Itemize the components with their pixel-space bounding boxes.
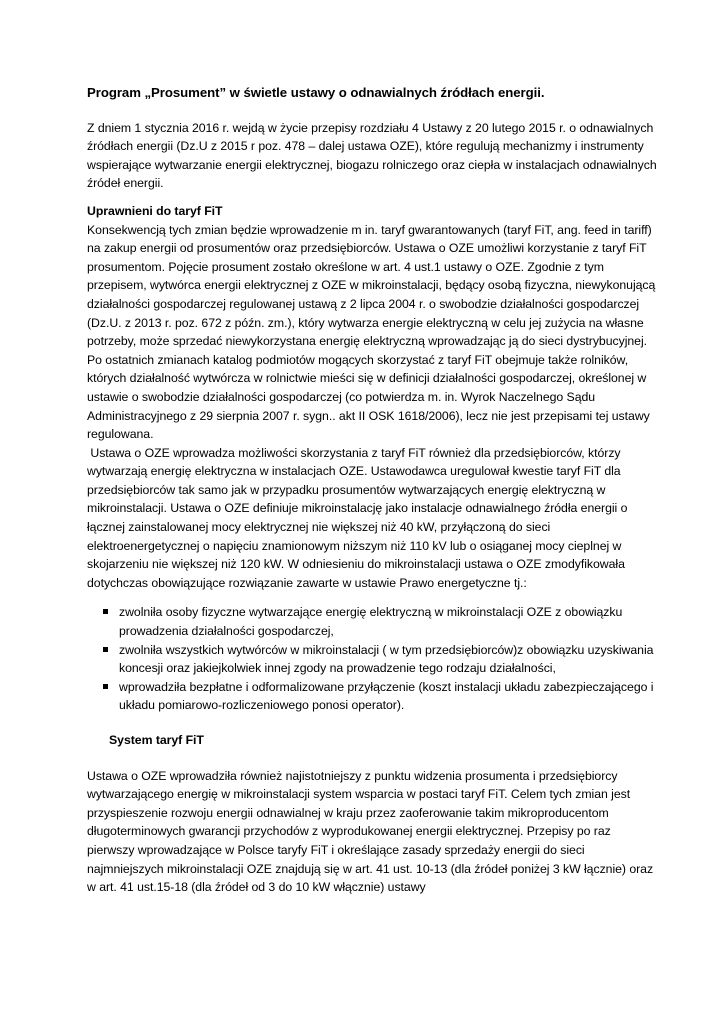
document-page — [87, 84, 657, 897]
bullet-list — [87, 603, 657, 715]
bullet-square-icon — [103, 609, 108, 614]
paragraph: Po ostatnich zmianach katalog podmiotów mogących skorzystać z taryf FiT obejmuje także rolników, których działalność wytwórcza w rolnictwie mieści się w definicji działalności gospodarczej, określonej w ustawie o swobodzie działalności gospodarczej (co potwierdza m. in. Wyrok Naczelnego Sądu Administracyjnego z 29 sierpnia 2007 r. sygn.. akt II OSK 1618/2006), lecz nie jest przepisami tej ustawy regulowana. — [87, 352, 650, 442]
section-heading-uprawnieni: Uprawnieni do taryf FiT — [87, 203, 223, 218]
intro-paragraph: Z dniem 1 stycznia 2016 r. wejdą w życie przepisy rozdziału 4 Ustawy z 20 lutego 2015 r. o odnawialnych źródłach energii (Dz.U z 2015 r poz. 478 – dalej ustawa OZE), które regulują mechanizmy i instrumenty wspierające wytwarzanie energii elektrycznej, biogazu rolniczego oraz ciepła w instalacjach odnawialnych źródeł energii. — [87, 120, 657, 191]
paragraph: Ustawa o OZE wprowadziła również najistotniejszy z punktu widzenia prosumenta i przedsiębiorcy wytwarzającego energię w mikroinstalacji system wsparcia w postaci taryf FiT. Celem tych zmian jest przyspieszenie rozwoju energii odnawialnej w kraju przez zaoferowanie takim mikroproducentom długoterminowych gwarancji przychodów z wyprodukowanej energii elektrycznej. Przepisy po raz pierwszy wprowadzające w Polsce taryfy FiT i określające zasady sprzedaży energii do sieci najmniejszych mikroinstalacji OZE znajdują się w art. 41 ust. 10-13 (dla źródeł poniżej 3 kW łącznie) oraz w art. 41 ust.15-18 (dla źródeł od 3 do 10 kW włącznie) ustawy — [87, 768, 654, 895]
bullet-square-icon — [103, 647, 108, 652]
section-heading-system: System taryf FiT — [109, 733, 204, 747]
list-item — [87, 678, 657, 715]
paragraph: Konsekwencją tych zmian będzie wprowadzenie m in. taryf gwarantowanych (taryf FiT, ang. feed in tariff) na zakup energii od prosumentów oraz przedsiębiorców. Ustawa o OZE umożliwi korzystanie z taryf FiT prosumentom. Pojęcie prosument zostało określone w art. 4 ust.1 ustawy o OZE. Zgodnie z tym przepisem, wytwórca energii elektrycznej z OZE w mikroinstalacji, będący osobą fizyczna, niewykonującą działalności gospodarczej regulowanej ustawą z 2 lipca 2004 r. o swobodzie działalności gospodarczej (Dz.U. z 2013 r. poz. 672 z późn. zm.), który wytwarza energie elektryczną w celu jej zużycia na własne potrzeby, może sprzedać niewykorzystana energię elektryczną wprowadzając ją do sieci dystrybucyjnej. — [87, 222, 656, 349]
list-item-text: zwolniła osoby fizyczne wytwarzające energię elektryczną w mikroinstalacji OZE z obowiązku prowadzenia działalności gospodarczej, — [119, 605, 623, 639]
document-title: Program „Prosument” w świetle ustawy o odnawialnych źródłach energii. — [87, 85, 545, 100]
list-item — [87, 603, 657, 640]
bullet-square-icon — [103, 684, 108, 689]
list-item-text: wprowadziła bezpłatne i odformalizowane przyłączenie (koszt instalacji układu zabezpieczającego i układu pomiarowo-rozliczeniowego ponosi operator). — [119, 679, 654, 713]
list-item-text: zwolniła wszystkich wytwórców w mikroinstalacji ( w tym przedsiębiorców)z obowiązku uzyskiwania koncesji oraz jakiejkolwiek innej zgody na prowadzenie tego rodzaju działalności, — [119, 642, 654, 676]
list-item — [87, 641, 657, 678]
paragraph: Ustawa o OZE wprowadza możliwości skorzystania z taryf FiT również dla przedsiębiorców, którzy wytwarzają energię elektryczna w instalacjach OZE. Ustawodawca uregulował kwestie taryf FiT dla przedsiębiorców tak samo jak w przypadku prosumentów wytwarzających energię elektryczną w mikroinstalacji. Ustawa o OZE definiuje mikroinstalację jako instalacje odnawialnego źródła energii o łącznej zainstalowanej mocy elektrycznej nie większej niż 40 kW, przyłączoną do sieci elektroenergetycznej o napięciu znamionowym niższym niż 110 kV lub o osiąganej mocy cieplnej w skojarzeniu nie większej niż 120 kW. W odniesieniu do mikroinstalacji ustawa o OZE zmodyfikowała dotychczas obowiązujące rozwiązanie zawarte w ustawie Prawo energetyczne tj.: — [87, 445, 628, 590]
